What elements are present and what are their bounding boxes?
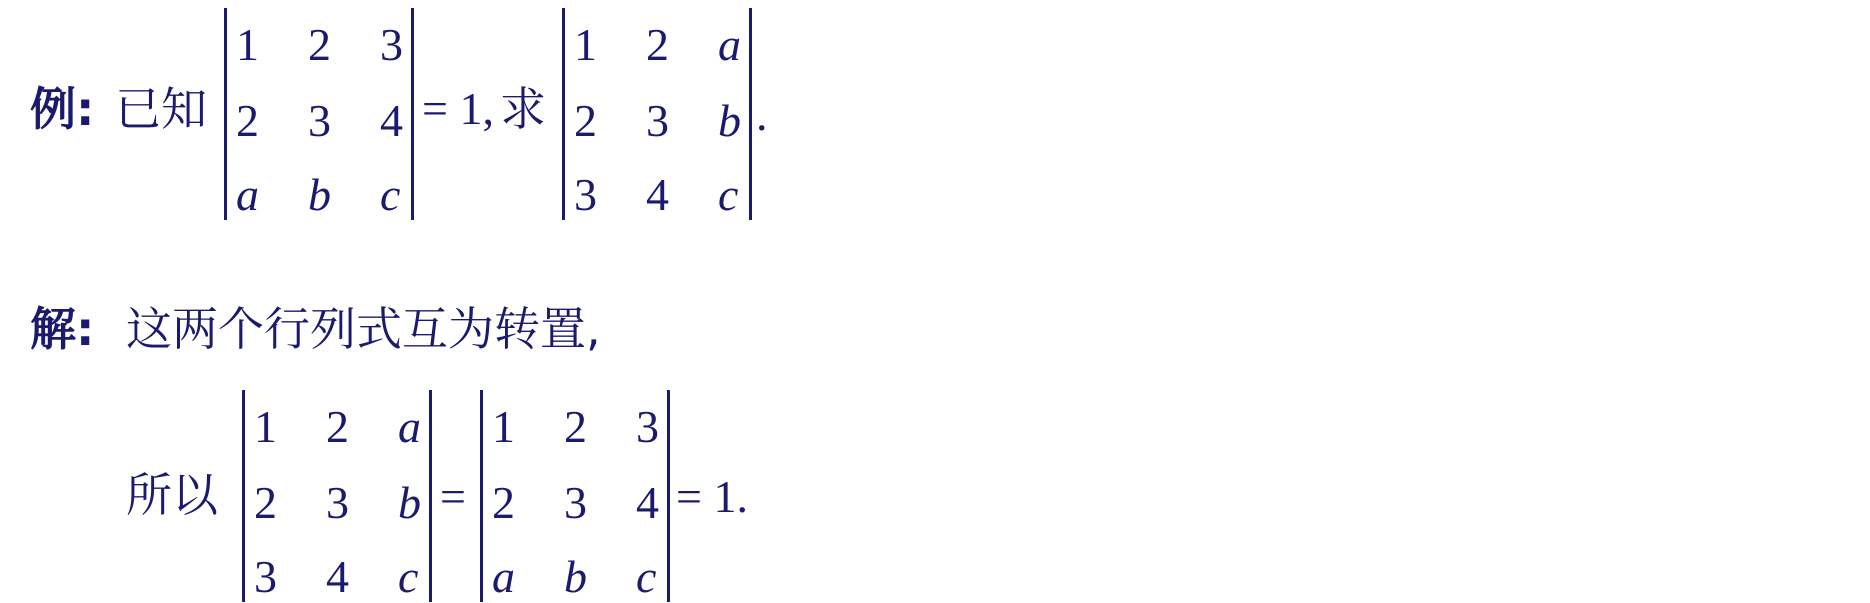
determinant-entry: 1 — [492, 401, 515, 452]
determinant-bar-left — [242, 390, 245, 602]
determinant-entry: 3 — [254, 551, 277, 602]
determinant-entry: 1 — [254, 401, 277, 452]
determinant-entry: b — [718, 95, 741, 146]
determinant-entry: b — [564, 551, 587, 602]
solution-text: 这两个行列式互为转置, — [126, 302, 601, 356]
result-text: = 1. — [676, 471, 748, 522]
determinant-bar-right — [411, 8, 414, 220]
find-text: 求 — [500, 82, 546, 136]
example-label: 例: — [30, 82, 95, 136]
determinant-entry: 4 — [380, 95, 403, 146]
determinant-entry: 3 — [308, 95, 331, 146]
determinant-bar-left — [480, 390, 483, 602]
determinant-transposed — [242, 390, 432, 602]
equals-one: = 1, — [422, 83, 494, 134]
determinant-entry: a — [398, 401, 421, 452]
determinant-entry: 3 — [380, 19, 403, 70]
determinant-entry: 2 — [492, 477, 515, 528]
determinant-entry: b — [398, 477, 421, 528]
determinant-entry: b — [308, 169, 331, 220]
determinant-entry: 2 — [254, 477, 277, 528]
determinant-entry: 2 — [646, 19, 669, 70]
determinant-entry: 3 — [326, 477, 349, 528]
determinant-target — [562, 8, 752, 220]
determinant-entry: a — [492, 551, 515, 602]
determinant-entry: 3 — [564, 477, 587, 528]
determinant-entry: 3 — [636, 401, 659, 452]
determinant-entry: 2 — [564, 401, 587, 452]
given-text: 已知 — [115, 82, 207, 136]
determinant-original — [480, 390, 670, 602]
determinant-entry: 1 — [574, 19, 597, 70]
solution-label: 解: — [30, 302, 95, 356]
determinant-bar-right — [749, 8, 752, 220]
determinant-entry: 2 — [236, 95, 259, 146]
determinant-given — [224, 8, 414, 220]
determinant-entry: a — [718, 19, 741, 70]
determinant-entry: a — [236, 169, 259, 220]
determinant-entry: 4 — [326, 551, 349, 602]
so-text: 所以 — [126, 468, 218, 522]
determinant-entry: c — [380, 169, 401, 220]
determinant-entry: 4 — [646, 169, 669, 220]
determinant-bar-right — [667, 390, 670, 602]
determinant-entry: 3 — [646, 95, 669, 146]
determinant-entry: c — [398, 551, 419, 602]
determinant-entry: 2 — [308, 19, 331, 70]
determinant-entry: c — [636, 551, 657, 602]
determinant-bar-right — [429, 390, 432, 602]
determinant-entry: c — [718, 169, 739, 220]
example-period: . — [756, 89, 768, 140]
determinant-entry: 2 — [326, 401, 349, 452]
equals-sign: = — [440, 471, 466, 522]
determinant-entry: 3 — [574, 169, 597, 220]
determinant-entry: 2 — [574, 95, 597, 146]
determinant-bar-left — [562, 8, 565, 220]
determinant-entry: 1 — [236, 19, 259, 70]
determinant-entry: 4 — [636, 477, 659, 528]
determinant-bar-left — [224, 8, 227, 220]
